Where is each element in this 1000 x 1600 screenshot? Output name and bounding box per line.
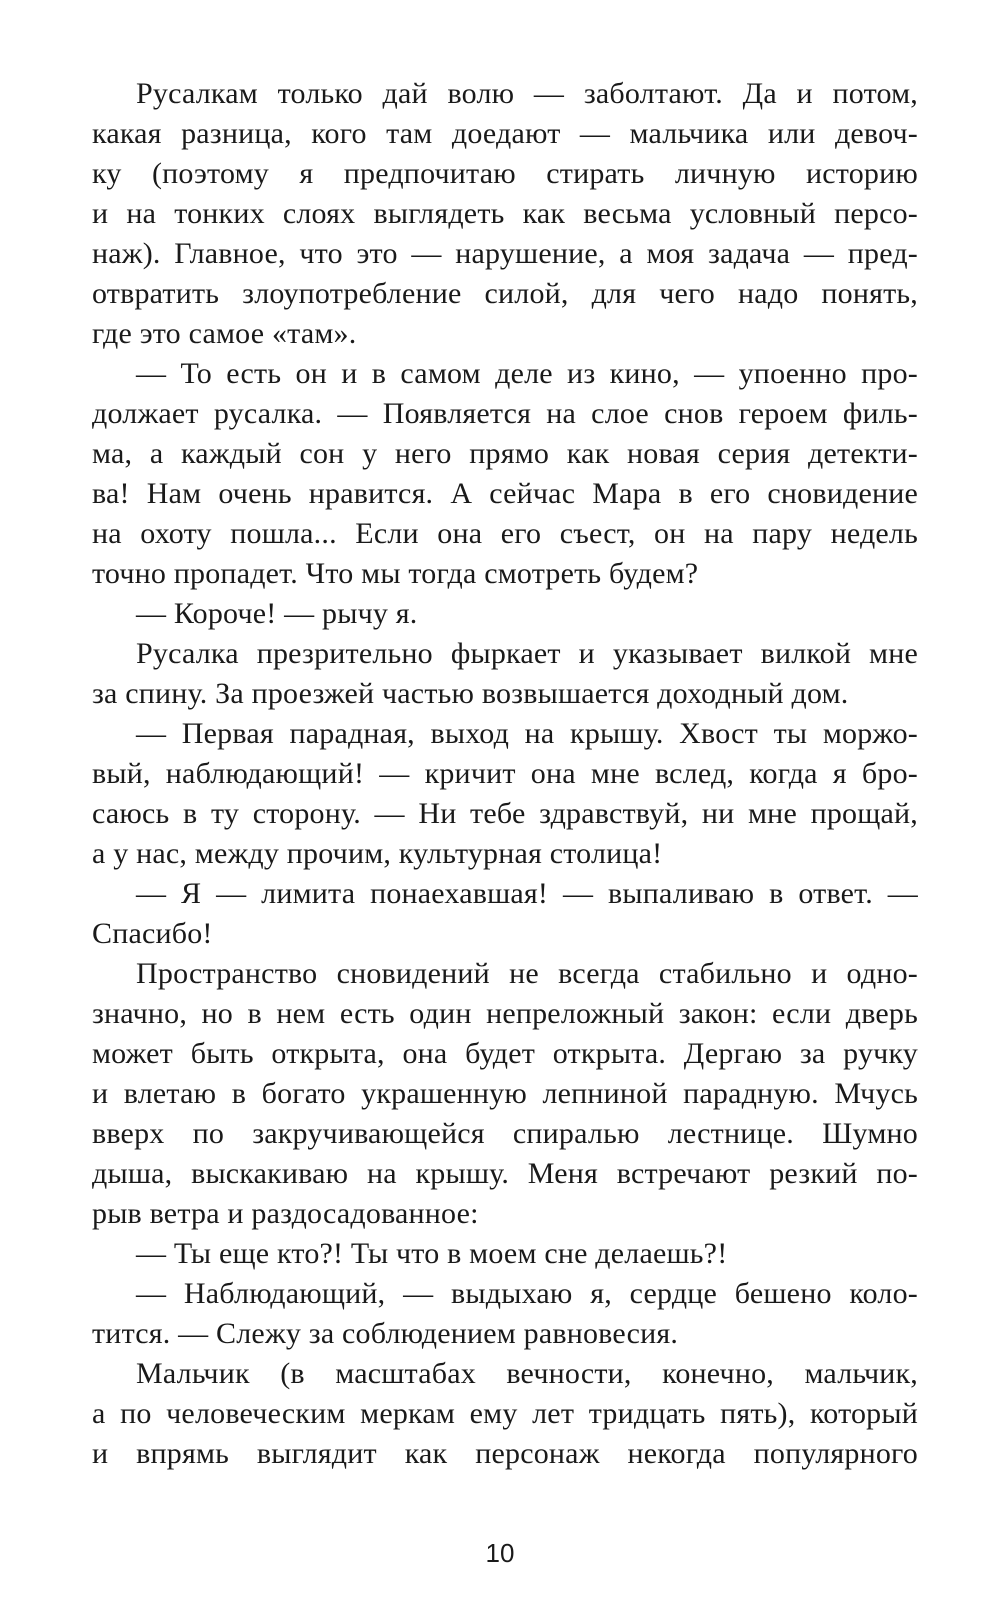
text-line: какая разница, кого там доедают — мальчика или девоч- [92,117,918,150]
text-line: тится. — Слежу за соблюдением равновесия. [92,1317,679,1350]
text-line: и на тонких слоях выглядеть как весьма условный персо- [92,197,918,230]
text-line: Пространство сновидений не всегда стабильно и одно- [136,957,918,990]
text-line: Русалка презрительно фыркает и указывает вилкой мне [136,637,918,670]
text-line: саюсь в ту сторону. — Ни тебе здравствуй, ни мне прощай, [92,797,918,830]
text-line: — Наблюдающий, — выдыхаю я, сердце бешено коло- [136,1277,918,1310]
text-line: — Ты еще кто?! Ты что в моем сне делаешь?! [136,1237,728,1270]
text-line: — Первая парадная, выход на крышу. Хвост ты моржо- [136,717,918,750]
text-line: точно пропадет. Что мы тогда смотреть будем? [92,557,699,590]
page-number: 10 [485,1538,515,1568]
text-line: а по человеческим меркам ему лет тридцать пять), который [92,1397,918,1430]
text-line: Спасибо! [92,917,213,950]
text-line: Русалкам только дай волю — заболтают. Да и потом, [136,77,918,110]
text-line: и влетаю в богато украшенную лепниной парадную. Мчусь [92,1077,918,1110]
text-line: ва! Нам очень нравится. А сейчас Мара в его сновидение [92,477,918,510]
text-line: и впрямь выглядит как персонаж некогда популярного [92,1437,918,1470]
text-line: должает русалка. — Появляется на слое снов героем филь- [92,397,918,430]
text-line: а у нас, между прочим, культурная столица! [92,837,663,870]
text-line: — То есть он и в самом деле из кино, — упоенно про- [136,357,918,390]
text-line: — Я — лимита понаехавшая! — выпаливаю в ответ. — [136,877,918,910]
text-line: рыв ветра и раздосадованное: [92,1197,479,1230]
body-text [92,74,918,1474]
text-line: вый, наблюдающий! — кричит она мне вслед, когда я бро- [92,757,918,790]
text-line: на охоту пошла... Если она его съест, он на пару недель [92,517,918,550]
text-line: за спину. За проезжей частью возвышается доходный дом. [92,677,849,710]
text-line: Мальчик (в масштабах вечности, конечно, мальчик, [136,1357,918,1390]
text-line: — Короче! — рычу я. [136,597,418,630]
text-line: значно, но в нем есть один непреложный закон: если дверь [92,997,918,1030]
text-line: вверх по закручивающейся спиралью лестнице. Шумно [92,1117,918,1150]
text-line: дыша, выскакиваю на крышу. Меня встречают резкий по- [92,1157,918,1190]
text-line: ма, а каждый сон у него прямо как новая серия детекти- [92,437,918,470]
text-line: ку (поэтому я предпочитаю стирать личную историю [92,157,918,190]
text-line: где это самое «там». [92,317,357,350]
text-line: может быть открыта, она будет открыта. Дергаю за ручку [92,1037,918,1070]
text-line: отвратить злоупотребление силой, для чего надо понять, [92,277,918,310]
text-line: наж). Главное, что это — нарушение, а моя задача — пред- [92,237,918,270]
